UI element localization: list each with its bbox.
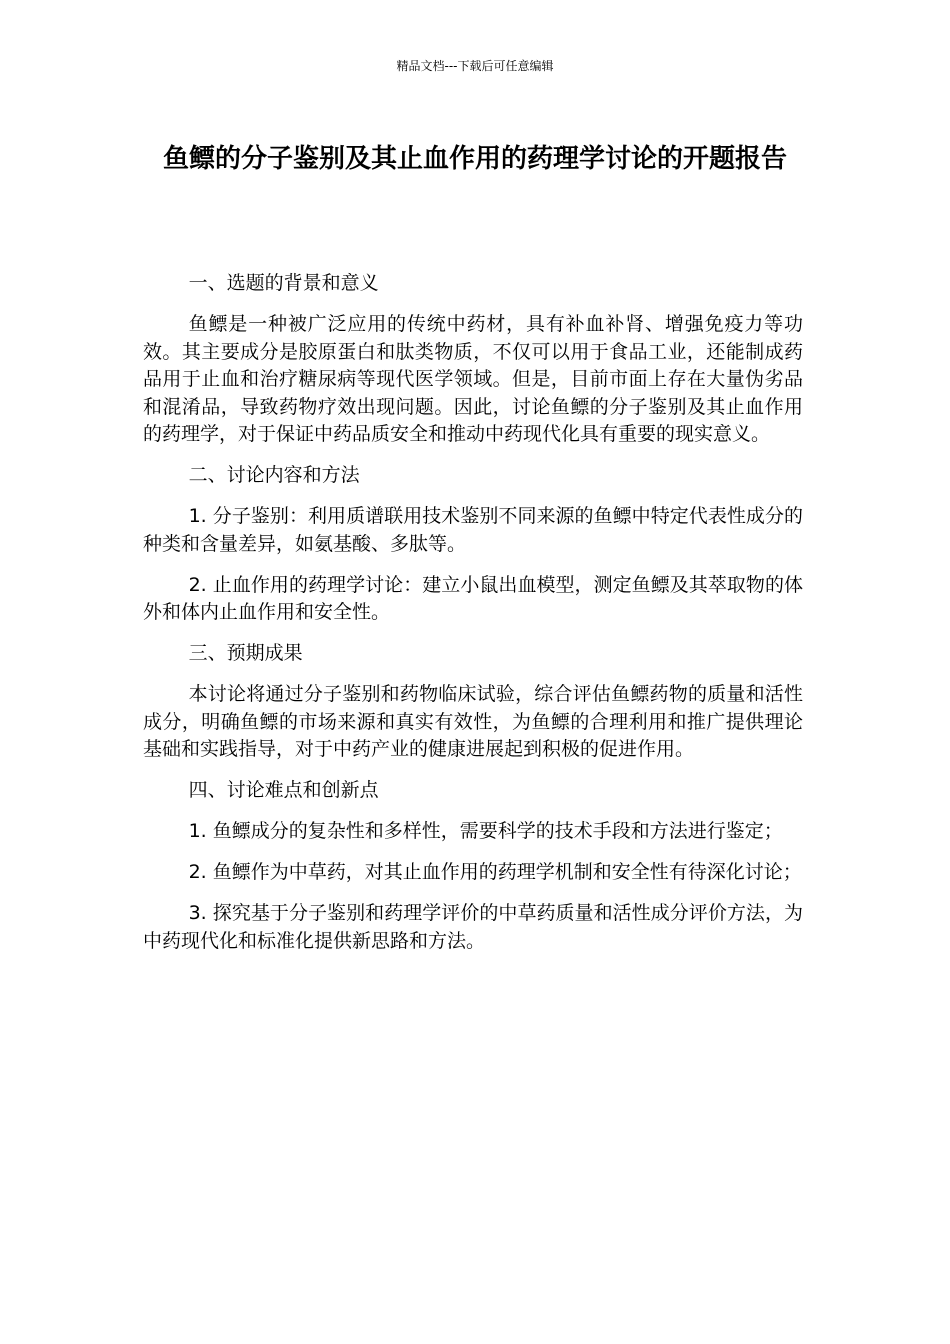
list-item-difficulty-3: 3. 探究基于分子鉴别和药理学评价的中草药质量和活性成分评价方法，为中药现代化和标准化提供新思路和方法。 [143,902,803,952]
section-heading-content-methods: 二、讨论内容和方法 [188,464,360,486]
paragraph-background: 鱼鳔是一种被广泛应用的传统中药材，具有补血补肾、增强免疫力等功效。其主要成分是胶原蛋白和肽类物质，不仅可以用于食品工业，还能制成药品用于止血和治疗糖尿病等现代医学领域。但是，目前市面上存在大量伪劣品和混淆品，导致药物疗效出现问题。因此，讨论鱼鳔的分子鉴别及其止血作用的药理学，对于保证中药品质安全和推动中药现代化具有重要的现实意义。 [143,313,803,445]
list-item-difficulty-2: 2. 鱼鳔作为中草药，对其止血作用的药理学机制和安全性有待深化讨论； [188,861,802,883]
page-header: 精品文档---下载后可任意编辑 [396,59,554,73]
section-heading-difficulties: 四、讨论难点和创新点 [188,779,379,801]
document-title: 鱼鳔的分子鉴别及其止血作用的药理学讨论的开题报告 [162,144,787,174]
section-heading-expected-results: 三、预期成果 [188,642,303,664]
list-item-hemostasis-pharmacology: 2. 止血作用的药理学讨论：建立小鼠出血模型，测定鱼鳔及其萃取物的体外和体内止血作用和安全性。 [143,573,803,623]
section-heading-background: 一、选题的背景和意义 [188,272,379,294]
list-item-molecular-identification: 1. 分子鉴别：利用质谱联用技术鉴别不同来源的鱼鳔中特定代表性成分的种类和含量差异，如氨基酸、多肽等。 [143,505,803,555]
document-body [143,270,803,969]
list-item-difficulty-1: 1. 鱼鳔成分的复杂性和多样性，需要科学的技术手段和方法进行鉴定； [188,820,783,842]
paragraph-expected-results: 本讨论将通过分子鉴别和药物临床试验，综合评估鱼鳔药物的质量和活性成分，明确鱼鳔的市场来源和真实有效性，为鱼鳔的合理利用和推广提供理论基础和实践指导，对于中药产业的健康进展起到积极的促进作用。 [143,683,803,760]
